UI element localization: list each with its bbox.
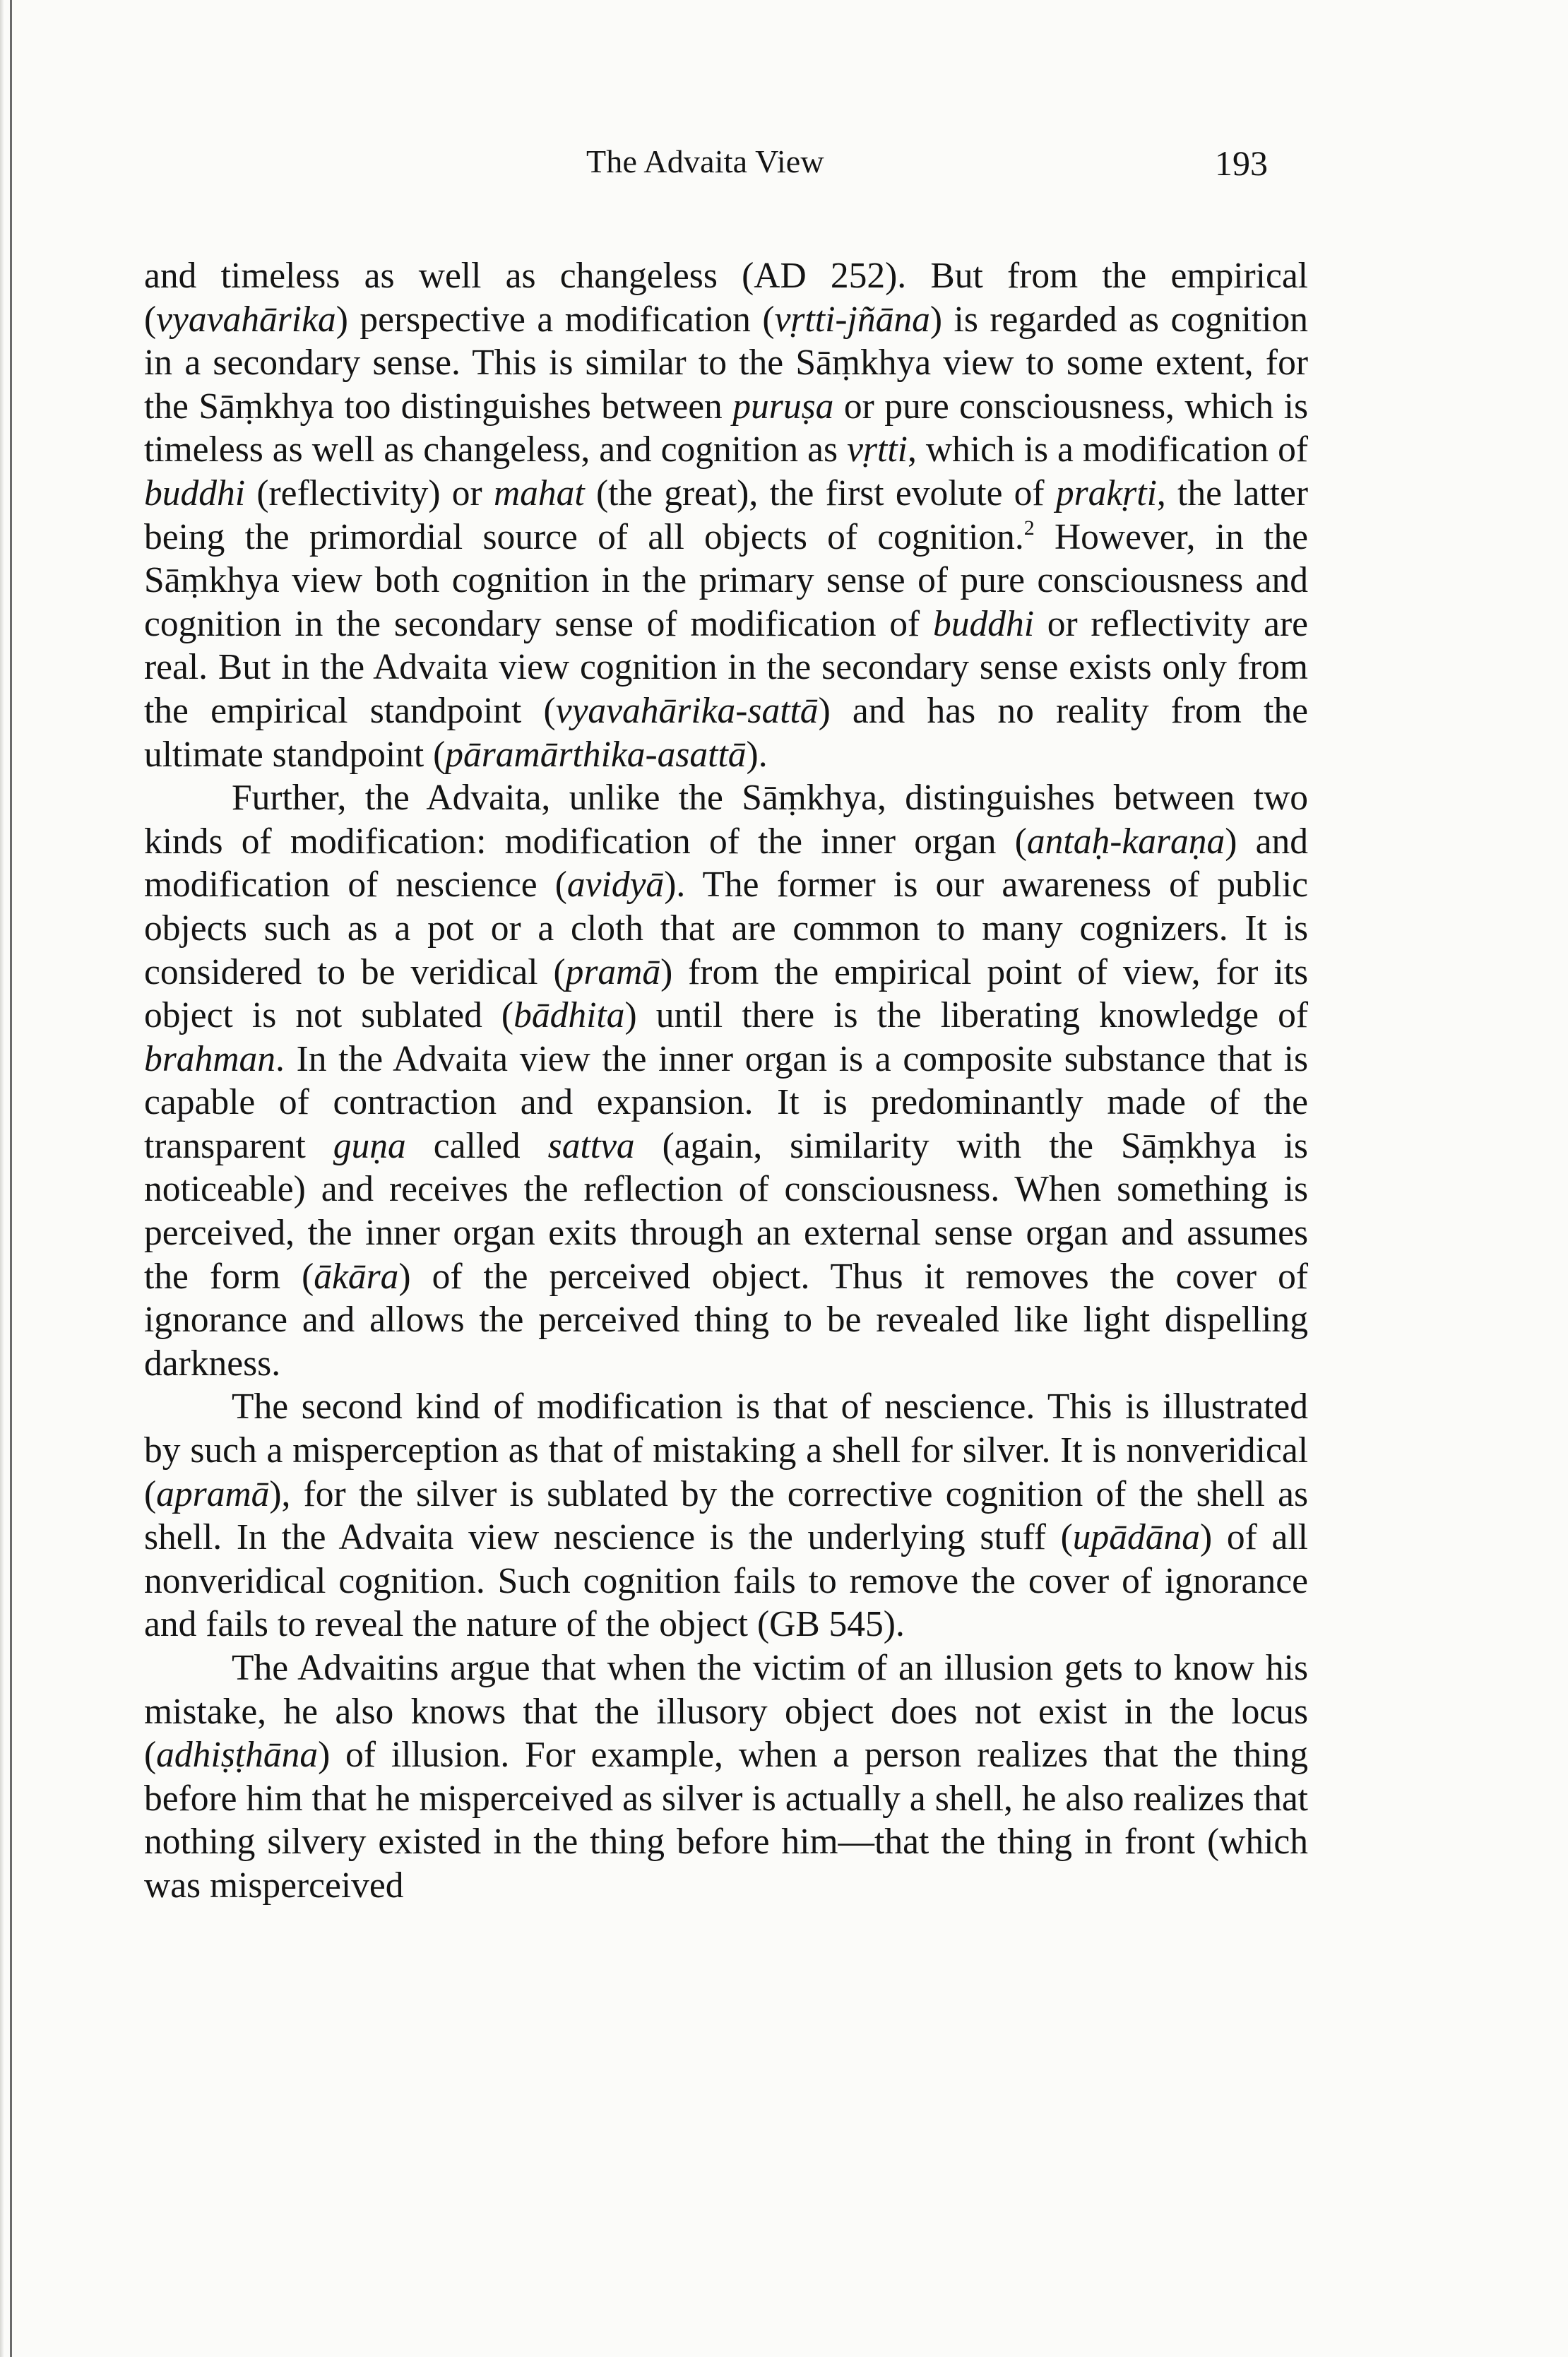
italic-term: apramā [156, 1473, 270, 1514]
paragraph-2 [144, 776, 1308, 1385]
text-run: called [405, 1125, 548, 1166]
text-run: (the great), the first evolute of [584, 473, 1056, 513]
text-run: ). [746, 734, 768, 775]
italic-term: ākāra [314, 1256, 399, 1297]
italic-term: puruṣa [732, 386, 834, 427]
italic-term: antaḥ-karaṇa [1026, 821, 1225, 862]
paragraph-3 [144, 1385, 1308, 1646]
italic-term: upādāna [1072, 1517, 1200, 1558]
text-run: (again, similarity with the Sāṃkhya is noticeable) and receives the reflection of consciousness. When something is perceived, the inner organ exits through an external sense organ and assumes the form ( [144, 1125, 1308, 1297]
text-run: ) until there is the liberating knowledge of [624, 995, 1308, 1036]
paragraph-4 [144, 1646, 1308, 1908]
text-run: ) and has no reality from the ultimate standpoint ( [144, 690, 1308, 775]
text-run: Further, the Advaita, unlike the Sāṃkhya, distinguishes between two kinds of modification: modification of the inner organ ( [144, 778, 1308, 862]
text-run: or pure consciousness, which is timeless as well as changeless, and cognition as [144, 386, 1309, 470]
text-run: The Advaitins argue that when the victim of an illusion gets to know his mistake, he also knows that the illusory object does not exist in the locus ( [144, 1648, 1308, 1776]
italic-term: sattva [547, 1125, 635, 1166]
italic-term: guṇa [333, 1125, 406, 1166]
text-run: , the latter being the primordial source of all objects of cognition. [144, 473, 1308, 557]
text-run: ) of the perceived object. Thus it removes the cover of ignorance and allows the perceived thing to be revealed like light dispelling darkness. [144, 1256, 1308, 1384]
text-run: ) perspective a modification ( [335, 299, 775, 340]
italic-term: buddhi [144, 473, 246, 513]
text-run: , which is a modification of [907, 429, 1309, 470]
text-run: and timeless as well as changeless (AD 252). But from the empirical ( [144, 256, 1308, 340]
italic-term: buddhi [932, 603, 1034, 644]
binding-edge-line [10, 0, 12, 2357]
italic-term: mahat [493, 473, 585, 513]
italic-term: pāramārthika-asattā [445, 734, 747, 775]
italic-term: prakṛti [1055, 473, 1157, 513]
text-run: The second kind of modification is that of nescience. This is illustrated by such a misperception as that of mistaking a shell for silver. It is nonveridical ( [144, 1387, 1308, 1514]
text-run: (reflectivity) or [245, 473, 494, 513]
text-run: ), for the silver is sublated by the corrective cognition of the shell as shell. In the Advaita view nescience is the underlying stuff ( [144, 1473, 1308, 1558]
text-run: ) of all nonveridical cognition. Such cognition fails to remove the cover of ignorance and fails to reveal the nature of the object (GB 545). [144, 1517, 1308, 1645]
page-edge-shadow [0, 0, 4, 2357]
running-head [0, 134, 1568, 191]
paragraph-1 [144, 254, 1308, 776]
text-run: ) of illusion. For example, when a person realizes that the thing before him that he misperceived as silver is actually a shell, he also realizes that nothing silvery existed in the thing before him—that the thing in front (which was misperceived [144, 1735, 1308, 1906]
footnote-ref: 2 [1023, 516, 1035, 540]
running-title: The Advaita View [586, 143, 824, 179]
page-number: 193 [1215, 143, 1268, 183]
text-run: ) and modification of nescience ( [144, 821, 1308, 906]
text-run: ). The former is our awareness of public objects such as a pot or a cloth that are common to many cognizers. It is considered to be veridical ( [144, 865, 1308, 992]
text-run: However, in the Sāṃkhya view both cognition in the primary sense of pure consciousness and cognition in the secondary sense of modification of [144, 516, 1308, 644]
italic-term: avidyā [566, 865, 665, 906]
text-run: . In the Advaita view the inner organ is a composite substance that is capable of contraction and expansion. It is predominantly made of the transparent [144, 1038, 1308, 1166]
text-run: or reflectivity are real. But in the Advaita view cognition in the secondary sense exists only from the empirical standpoint ( [144, 603, 1308, 731]
text-run: ) from the empirical point of view, for its object is not sublated ( [144, 951, 1309, 1036]
italic-term: adhiṣṭhāna [156, 1735, 319, 1776]
italic-term: vyavahārika [156, 299, 336, 340]
italic-term: vṛtti [847, 429, 908, 470]
italic-term: bādhita [513, 995, 625, 1036]
italic-term: brahman [144, 1038, 275, 1079]
text-run: ) is regarded as cognition in a secondary sense. This is similar to the Sāṃkhya view to some extent, for the Sāṃkhya too distinguishes between [144, 299, 1308, 427]
italic-term: pramā [565, 951, 661, 992]
body-text [144, 254, 1308, 1908]
italic-term: vṛtti-jñāna [774, 299, 930, 340]
italic-term: vyavahārika-sattā [555, 690, 819, 731]
